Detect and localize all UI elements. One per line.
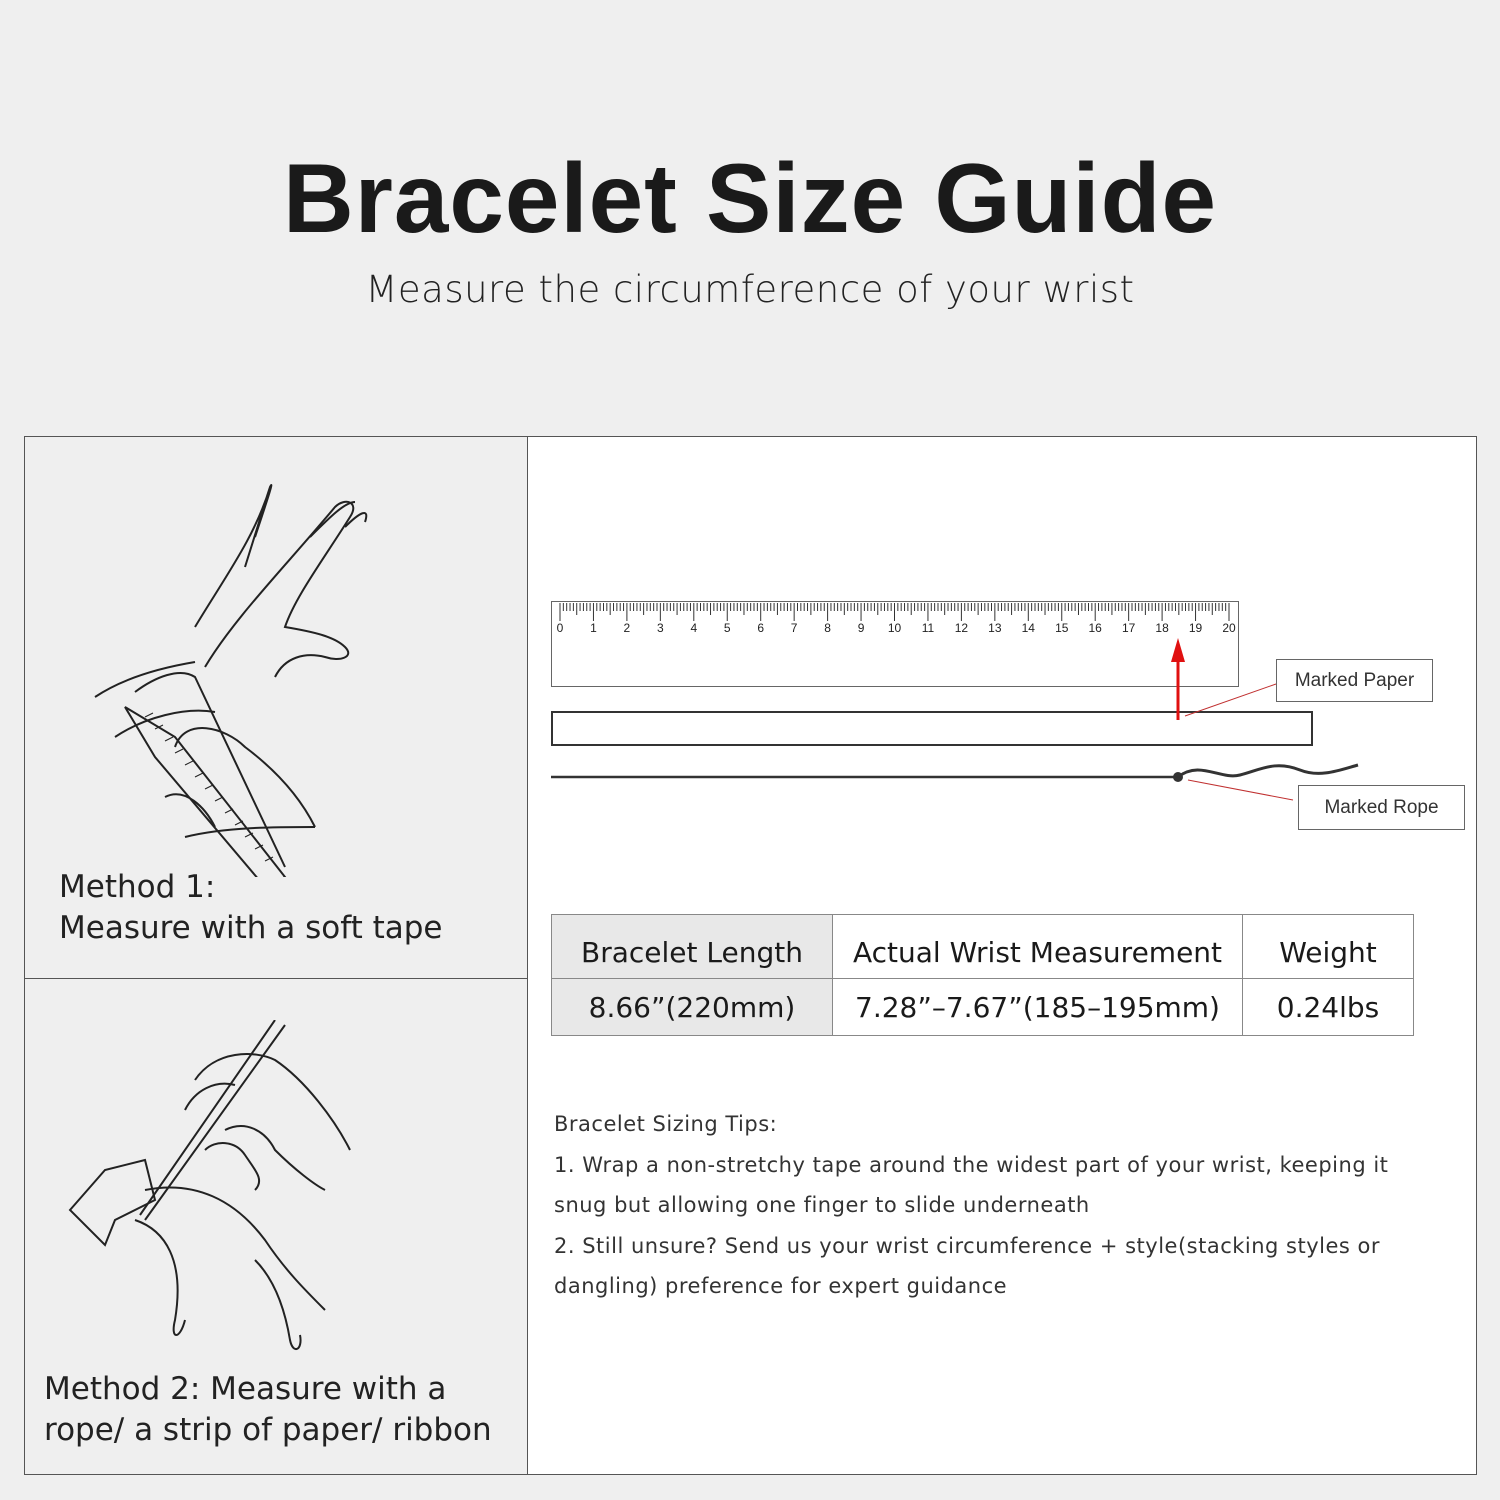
- table-header-row: [552, 915, 1414, 979]
- header-bracelet-length: Bracelet Length: [552, 915, 833, 979]
- marker-arrows: [540, 630, 1370, 830]
- page-subtitle: Measure the circumference of your wrist: [365, 268, 1135, 311]
- ruler-number: 5: [723, 621, 731, 635]
- ruler-number: 8: [824, 621, 831, 635]
- ruler-number: 12: [954, 621, 969, 635]
- table-row: [552, 979, 1414, 1036]
- method-2-title: Method 2: Measure with a: [44, 1371, 447, 1407]
- marked-paper-label: Marked Paper: [1276, 659, 1433, 702]
- tip-item: 1. Wrap a non-stretchy tape around the widest part of your wrist, keeping it snug but allowing one finger to slide underneath: [554, 1152, 1389, 1217]
- ruler-number: 19: [1188, 621, 1203, 635]
- ruler-number: 14: [1021, 621, 1035, 635]
- marked-rope-pointer: [1188, 780, 1293, 800]
- sizing-tips: [554, 1104, 1434, 1307]
- red-arrow-head-icon: [1171, 638, 1185, 662]
- method-1-title: Method 1:: [59, 869, 216, 905]
- ruler-number: 9: [857, 621, 865, 635]
- ruler-number: 3: [657, 621, 664, 635]
- rope-end: [1178, 765, 1358, 777]
- rope-mark-dot: [1173, 772, 1183, 782]
- header-wrist-measurement: Actual Wrist Measurement: [833, 915, 1243, 979]
- ruler-number: 11: [921, 621, 935, 635]
- ruler-number: 6: [757, 621, 765, 635]
- ruler-number: 15: [1055, 621, 1069, 635]
- method-1-description: Measure with a soft tape: [59, 910, 443, 946]
- cell-wrist-measurement: 7.28”–7.67”(185–195mm): [833, 979, 1243, 1036]
- tips-title: Bracelet Sizing Tips:: [554, 1112, 778, 1136]
- ruler-number: 1: [590, 621, 597, 635]
- cell-weight: 0.24lbs: [1243, 979, 1414, 1036]
- ruler-number: 10: [887, 621, 902, 635]
- ruler-number: 2: [623, 621, 631, 635]
- cell-bracelet-length: 8.66”(220mm): [552, 979, 833, 1036]
- ruler-number: 0: [556, 621, 564, 635]
- marked-rope-label: Marked Rope: [1298, 785, 1465, 830]
- ruler-number: 18: [1155, 621, 1169, 635]
- ruler-number: 7: [790, 621, 798, 635]
- page-title: Bracelet Size Guide: [282, 143, 1218, 253]
- marked-paper-pointer: [1185, 684, 1276, 716]
- hand-measuring-tape-icon: [85, 477, 405, 877]
- header-weight: Weight: [1243, 915, 1414, 979]
- ruler-number: 16: [1088, 621, 1102, 635]
- ruler-number: 17: [1121, 621, 1136, 635]
- method-2-panel: [25, 980, 527, 1474]
- ruler-number: 20: [1222, 621, 1236, 635]
- tip-item: 2. Still unsure? Send us your wrist circumference + style(stacking styles or dangling) preference for expert guidance: [554, 1233, 1381, 1298]
- method-1-panel: [25, 437, 527, 979]
- ruler-number: 4: [690, 621, 698, 635]
- method-2-description: rope/ a strip of paper/ ribbon: [44, 1412, 492, 1448]
- size-table: [551, 914, 1414, 1036]
- ruler-number: 13: [988, 621, 1002, 635]
- hand-marking-paper-icon: [65, 1020, 365, 1360]
